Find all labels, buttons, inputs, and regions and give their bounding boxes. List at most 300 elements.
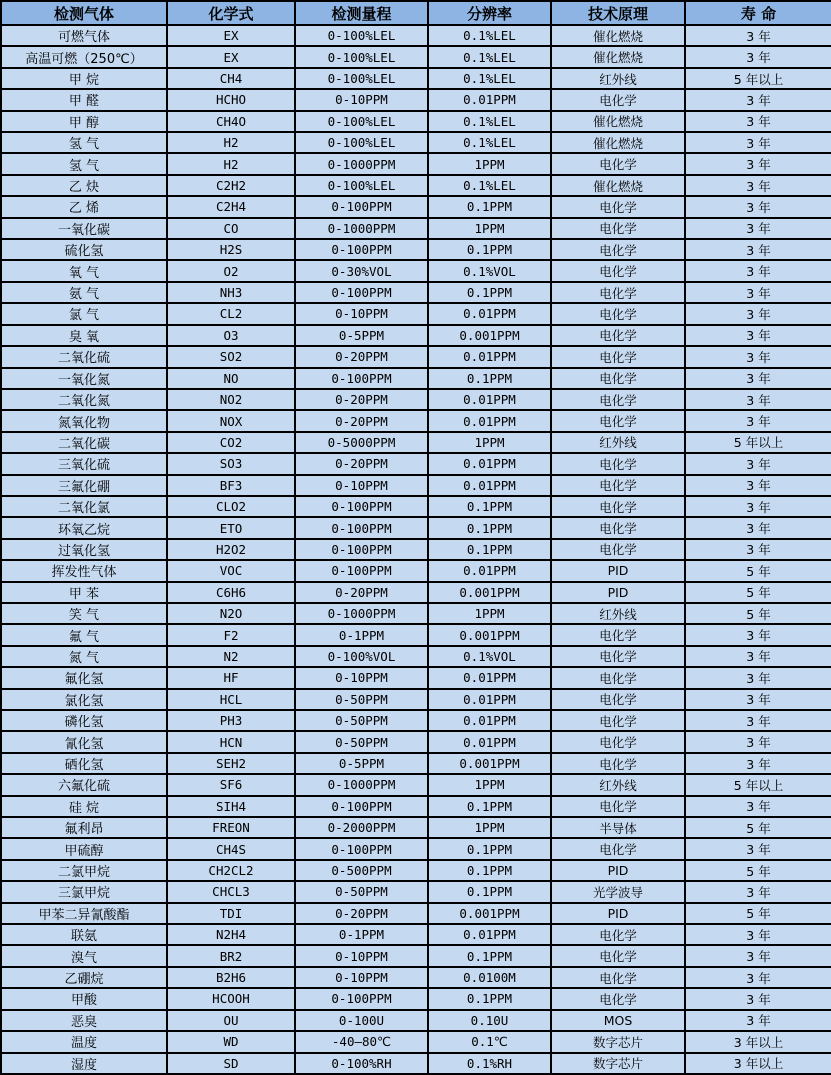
cell-chemical-formula: PH3: [167, 710, 295, 731]
table-row: [1, 1031, 831, 1052]
column-header-detection-range: 检测量程: [295, 1, 428, 25]
cell-resolution: 0.1PPM: [428, 517, 551, 538]
cell-chemical-formula: O2: [167, 260, 295, 281]
cell-chemical-formula: CO2: [167, 432, 295, 453]
cell-technology: 催化燃烧: [551, 175, 685, 196]
cell-technology: 催化燃烧: [551, 111, 685, 132]
cell-technology: 电化学: [551, 89, 685, 110]
cell-lifespan: 3 年: [685, 303, 831, 324]
cell-lifespan: 3 年: [685, 624, 831, 645]
cell-chemical-formula: NO: [167, 368, 295, 389]
cell-technology: 电化学: [551, 303, 685, 324]
cell-resolution: 0.01PPM: [428, 89, 551, 110]
column-header-gas-name: 检测气体: [1, 1, 167, 25]
cell-resolution: 0.1%LEL: [428, 132, 551, 153]
cell-resolution: 0.01PPM: [428, 453, 551, 474]
column-header-lifespan: 寿 命: [685, 1, 831, 25]
cell-detection-range: 0-100%LEL: [295, 132, 428, 153]
table-row: [1, 260, 831, 281]
table-row: [1, 924, 831, 945]
table-row: [1, 967, 831, 988]
cell-detection-range: 0-1000PPM: [295, 153, 428, 174]
cell-resolution: 0.01PPM: [428, 303, 551, 324]
cell-detection-range: 0-50PPM: [295, 710, 428, 731]
cell-chemical-formula: CH4O: [167, 111, 295, 132]
cell-technology: 电化学: [551, 624, 685, 645]
cell-chemical-formula: CH2CL2: [167, 860, 295, 881]
cell-lifespan: 3 年: [685, 89, 831, 110]
cell-resolution: 0.01PPM: [428, 410, 551, 431]
cell-technology: 电化学: [551, 260, 685, 281]
cell-detection-range: 0-20PPM: [295, 346, 428, 367]
cell-technology: 电化学: [551, 239, 685, 260]
table-row: [1, 689, 831, 710]
table-row: [1, 303, 831, 324]
cell-technology: 电化学: [551, 689, 685, 710]
table-row: [1, 731, 831, 752]
cell-lifespan: 3 年: [685, 410, 831, 431]
cell-lifespan: 3 年: [685, 646, 831, 667]
cell-lifespan: 5 年: [685, 603, 831, 624]
table-row: [1, 881, 831, 902]
table-row: [1, 496, 831, 517]
cell-resolution: 0.001PPM: [428, 582, 551, 603]
cell-lifespan: 3 年: [685, 539, 831, 560]
cell-chemical-formula: B2H6: [167, 967, 295, 988]
cell-lifespan: 3 年: [685, 46, 831, 67]
table-row: [1, 988, 831, 1009]
table-body: [1, 25, 831, 1074]
cell-resolution: 1PPM: [428, 218, 551, 239]
cell-detection-range: 0-10PPM: [295, 303, 428, 324]
cell-gas-name: 二氧化氯: [1, 496, 167, 517]
cell-resolution: 0.1%LEL: [428, 175, 551, 196]
column-header-chemical-formula: 化学式: [167, 1, 295, 25]
cell-technology: 电化学: [551, 453, 685, 474]
cell-resolution: 0.001PPM: [428, 753, 551, 774]
cell-gas-name: 氟 气: [1, 624, 167, 645]
cell-technology: PID: [551, 903, 685, 924]
cell-resolution: 0.1PPM: [428, 838, 551, 859]
cell-resolution: 0.01PPM: [428, 731, 551, 752]
cell-chemical-formula: OU: [167, 1010, 295, 1031]
cell-resolution: 1PPM: [428, 774, 551, 795]
cell-gas-name: 环氧乙烷: [1, 517, 167, 538]
cell-detection-range: 0-10PPM: [295, 89, 428, 110]
table-row: [1, 860, 831, 881]
cell-detection-range: 0-100U: [295, 1010, 428, 1031]
cell-technology: 红外线: [551, 603, 685, 624]
cell-chemical-formula: BR2: [167, 945, 295, 966]
cell-chemical-formula: CO: [167, 218, 295, 239]
table-header: [1, 1, 831, 25]
cell-lifespan: 3 年: [685, 710, 831, 731]
cell-gas-name: 一氧化氮: [1, 368, 167, 389]
cell-gas-name: 甲 醇: [1, 111, 167, 132]
table-row: [1, 560, 831, 581]
cell-lifespan: 3 年: [685, 731, 831, 752]
cell-gas-name: 甲 苯: [1, 582, 167, 603]
cell-gas-name: 三氧化硫: [1, 453, 167, 474]
cell-detection-range: 0-1000PPM: [295, 774, 428, 795]
cell-chemical-formula: ETO: [167, 517, 295, 538]
cell-resolution: 0.1%LEL: [428, 46, 551, 67]
cell-technology: 电化学: [551, 517, 685, 538]
cell-resolution: 0.1%LEL: [428, 68, 551, 89]
table-row: [1, 475, 831, 496]
cell-gas-name: 氢 气: [1, 153, 167, 174]
cell-resolution: 0.001PPM: [428, 325, 551, 346]
table-row: [1, 111, 831, 132]
cell-technology: 电化学: [551, 153, 685, 174]
cell-lifespan: 5 年以上: [685, 432, 831, 453]
cell-gas-name: 氨 气: [1, 282, 167, 303]
cell-chemical-formula: VOC: [167, 560, 295, 581]
cell-detection-range: 0-100PPM: [295, 560, 428, 581]
cell-detection-range: 0-100%LEL: [295, 111, 428, 132]
table-row: [1, 132, 831, 153]
cell-chemical-formula: H2: [167, 132, 295, 153]
cell-lifespan: 3 年: [685, 475, 831, 496]
cell-technology: 电化学: [551, 368, 685, 389]
cell-gas-name: 氰化氢: [1, 731, 167, 752]
cell-technology: 数字芯片: [551, 1053, 685, 1075]
cell-lifespan: 3 年: [685, 111, 831, 132]
cell-resolution: 0.1PPM: [428, 988, 551, 1009]
cell-resolution: 0.1%VOL: [428, 646, 551, 667]
table-row: [1, 603, 831, 624]
cell-chemical-formula: H2O2: [167, 539, 295, 560]
cell-technology: 电化学: [551, 389, 685, 410]
table-row: [1, 517, 831, 538]
cell-lifespan: 3 年: [685, 667, 831, 688]
table-row: [1, 667, 831, 688]
cell-technology: 光学波导: [551, 881, 685, 902]
cell-resolution: 0.1PPM: [428, 496, 551, 517]
cell-chemical-formula: EX: [167, 25, 295, 46]
cell-gas-name: 联氨: [1, 924, 167, 945]
cell-chemical-formula: FREON: [167, 817, 295, 838]
cell-gas-name: 乙 炔: [1, 175, 167, 196]
cell-lifespan: 3 年: [685, 796, 831, 817]
cell-gas-name: 六氟化硫: [1, 774, 167, 795]
cell-lifespan: 3 年: [685, 368, 831, 389]
cell-technology: 电化学: [551, 731, 685, 752]
cell-detection-range: 0-5000PPM: [295, 432, 428, 453]
cell-resolution: 0.01PPM: [428, 389, 551, 410]
cell-gas-name: 溴气: [1, 945, 167, 966]
cell-resolution: 0.1%RH: [428, 1053, 551, 1075]
cell-chemical-formula: WD: [167, 1031, 295, 1052]
cell-resolution: 0.1%LEL: [428, 111, 551, 132]
cell-lifespan: 5 年: [685, 582, 831, 603]
table-row: [1, 1053, 831, 1075]
cell-gas-name: 笑 气: [1, 603, 167, 624]
cell-gas-name: 二氧化氮: [1, 389, 167, 410]
cell-technology: 电化学: [551, 496, 685, 517]
cell-gas-name: 恶臭: [1, 1010, 167, 1031]
table-row: [1, 389, 831, 410]
cell-detection-range: 0-20PPM: [295, 410, 428, 431]
cell-chemical-formula: SD: [167, 1053, 295, 1075]
table-row: [1, 68, 831, 89]
cell-resolution: 0.001PPM: [428, 903, 551, 924]
cell-chemical-formula: CL2: [167, 303, 295, 324]
cell-lifespan: 5 年: [685, 860, 831, 881]
cell-resolution: 1PPM: [428, 817, 551, 838]
cell-detection-range: 0-100%LEL: [295, 68, 428, 89]
cell-detection-range: 0-50PPM: [295, 689, 428, 710]
table-row: [1, 774, 831, 795]
cell-technology: 电化学: [551, 539, 685, 560]
cell-resolution: 0.1PPM: [428, 282, 551, 303]
cell-technology: 电化学: [551, 945, 685, 966]
cell-chemical-formula: N2: [167, 646, 295, 667]
cell-detection-range: 0-1000PPM: [295, 218, 428, 239]
cell-gas-name: 硒化氢: [1, 753, 167, 774]
cell-chemical-formula: SEH2: [167, 753, 295, 774]
cell-chemical-formula: TDI: [167, 903, 295, 924]
cell-resolution: 0.01PPM: [428, 346, 551, 367]
cell-lifespan: 3 年: [685, 282, 831, 303]
table-row: [1, 539, 831, 560]
cell-detection-range: 0-100%LEL: [295, 175, 428, 196]
table-row: [1, 624, 831, 645]
cell-detection-range: 0-100PPM: [295, 988, 428, 1009]
cell-gas-name: 甲硫醇: [1, 838, 167, 859]
table-row: [1, 753, 831, 774]
cell-lifespan: 3 年以上: [685, 1053, 831, 1075]
table-row: [1, 175, 831, 196]
cell-lifespan: 3 年: [685, 153, 831, 174]
cell-technology: 电化学: [551, 710, 685, 731]
table-row: [1, 1010, 831, 1031]
cell-detection-range: 0-5PPM: [295, 753, 428, 774]
cell-resolution: 0.0100M: [428, 967, 551, 988]
cell-technology: 催化燃烧: [551, 132, 685, 153]
table-row: [1, 817, 831, 838]
cell-chemical-formula: C2H2: [167, 175, 295, 196]
cell-technology: 红外线: [551, 68, 685, 89]
cell-detection-range: 0-100PPM: [295, 517, 428, 538]
cell-resolution: 0.1%LEL: [428, 25, 551, 46]
cell-gas-name: 甲 烷: [1, 68, 167, 89]
table-row: [1, 410, 831, 431]
table-row: [1, 368, 831, 389]
cell-gas-name: 硫化氢: [1, 239, 167, 260]
cell-lifespan: 3 年: [685, 1010, 831, 1031]
cell-technology: 电化学: [551, 924, 685, 945]
cell-gas-name: 氯 气: [1, 303, 167, 324]
cell-technology: 数字芯片: [551, 1031, 685, 1052]
cell-detection-range: 0-1PPM: [295, 624, 428, 645]
table-row: [1, 239, 831, 260]
cell-lifespan: 3 年: [685, 924, 831, 945]
cell-lifespan: 3 年: [685, 132, 831, 153]
cell-lifespan: 3 年: [685, 196, 831, 217]
cell-gas-name: 甲 醛: [1, 89, 167, 110]
cell-detection-range: 0-1PPM: [295, 924, 428, 945]
table-row: [1, 453, 831, 474]
cell-detection-range: 0-10PPM: [295, 667, 428, 688]
cell-chemical-formula: HCN: [167, 731, 295, 752]
table-row: [1, 796, 831, 817]
cell-detection-range: 0-1000PPM: [295, 603, 428, 624]
cell-resolution: 0.01PPM: [428, 560, 551, 581]
cell-technology: PID: [551, 582, 685, 603]
cell-detection-range: 0-20PPM: [295, 582, 428, 603]
cell-technology: 电化学: [551, 967, 685, 988]
cell-detection-range: 0-100%RH: [295, 1053, 428, 1075]
cell-gas-name: 磷化氢: [1, 710, 167, 731]
cell-resolution: 0.1PPM: [428, 239, 551, 260]
cell-technology: PID: [551, 860, 685, 881]
cell-chemical-formula: SF6: [167, 774, 295, 795]
cell-detection-range: -40—80℃: [295, 1031, 428, 1052]
cell-lifespan: 3 年: [685, 453, 831, 474]
cell-chemical-formula: H2: [167, 153, 295, 174]
cell-gas-name: 三氯甲烷: [1, 881, 167, 902]
cell-gas-name: 二氧化碳: [1, 432, 167, 453]
cell-chemical-formula: SIH4: [167, 796, 295, 817]
cell-technology: 红外线: [551, 774, 685, 795]
cell-chemical-formula: HF: [167, 667, 295, 688]
cell-lifespan: 3 年: [685, 988, 831, 1009]
cell-detection-range: 0-2000PPM: [295, 817, 428, 838]
cell-resolution: 0.01PPM: [428, 924, 551, 945]
cell-chemical-formula: SO3: [167, 453, 295, 474]
cell-chemical-formula: F2: [167, 624, 295, 645]
column-header-resolution: 分辨率: [428, 1, 551, 25]
cell-lifespan: 3 年: [685, 239, 831, 260]
cell-resolution: 0.1℃: [428, 1031, 551, 1052]
cell-technology: 电化学: [551, 646, 685, 667]
header-row: [1, 1, 831, 25]
cell-lifespan: 3 年: [685, 753, 831, 774]
cell-gas-name: 过氧化氢: [1, 539, 167, 560]
cell-lifespan: 3 年: [685, 838, 831, 859]
table-row: [1, 325, 831, 346]
table-row: [1, 945, 831, 966]
cell-gas-name: 乙硼烷: [1, 967, 167, 988]
cell-technology: 电化学: [551, 988, 685, 1009]
cell-lifespan: 3 年: [685, 517, 831, 538]
cell-resolution: 0.1PPM: [428, 860, 551, 881]
cell-lifespan: 3 年: [685, 689, 831, 710]
table-row: [1, 89, 831, 110]
cell-lifespan: 3 年: [685, 260, 831, 281]
cell-detection-range: 0-100PPM: [295, 368, 428, 389]
cell-resolution: 0.01PPM: [428, 667, 551, 688]
cell-chemical-formula: NOX: [167, 410, 295, 431]
table-row: [1, 646, 831, 667]
cell-chemical-formula: O3: [167, 325, 295, 346]
cell-resolution: 0.1PPM: [428, 796, 551, 817]
cell-detection-range: 0-100PPM: [295, 539, 428, 560]
cell-technology: 电化学: [551, 196, 685, 217]
cell-lifespan: 5 年以上: [685, 774, 831, 795]
cell-gas-name: 挥发性气体: [1, 560, 167, 581]
cell-detection-range: 0-50PPM: [295, 731, 428, 752]
cell-detection-range: 0-500PPM: [295, 860, 428, 881]
cell-gas-name: 湿度: [1, 1053, 167, 1075]
cell-lifespan: 3 年: [685, 496, 831, 517]
cell-detection-range: 0-20PPM: [295, 453, 428, 474]
cell-technology: 电化学: [551, 346, 685, 367]
cell-technology: 催化燃烧: [551, 46, 685, 67]
cell-chemical-formula: CLO2: [167, 496, 295, 517]
table-row: [1, 153, 831, 174]
cell-lifespan: 3 年: [685, 175, 831, 196]
cell-detection-range: 0-100PPM: [295, 196, 428, 217]
table-row: [1, 903, 831, 924]
cell-chemical-formula: HCHO: [167, 89, 295, 110]
cell-resolution: 0.1PPM: [428, 881, 551, 902]
cell-resolution: 1PPM: [428, 432, 551, 453]
cell-resolution: 0.1%VOL: [428, 260, 551, 281]
table-row: [1, 432, 831, 453]
cell-gas-name: 氯化氢: [1, 689, 167, 710]
cell-chemical-formula: BF3: [167, 475, 295, 496]
cell-gas-name: 高温可燃（250℃）: [1, 46, 167, 67]
cell-gas-name: 臭 氧: [1, 325, 167, 346]
cell-resolution: 0.1PPM: [428, 196, 551, 217]
cell-resolution: 0.01PPM: [428, 710, 551, 731]
table-row: [1, 346, 831, 367]
cell-chemical-formula: CH4S: [167, 838, 295, 859]
cell-lifespan: 3 年: [685, 346, 831, 367]
cell-gas-name: 氧 气: [1, 260, 167, 281]
cell-resolution: 0.001PPM: [428, 624, 551, 645]
cell-technology: 催化燃烧: [551, 25, 685, 46]
cell-gas-name: 氟利昂: [1, 817, 167, 838]
cell-detection-range: 0-100%LEL: [295, 25, 428, 46]
cell-technology: 电化学: [551, 796, 685, 817]
cell-technology: 电化学: [551, 218, 685, 239]
cell-lifespan: 5 年: [685, 560, 831, 581]
cell-detection-range: 0-100PPM: [295, 282, 428, 303]
cell-resolution: 1PPM: [428, 153, 551, 174]
cell-gas-name: 三氟化硼: [1, 475, 167, 496]
cell-detection-range: 0-5PPM: [295, 325, 428, 346]
table-row: [1, 282, 831, 303]
cell-gas-name: 甲苯二异氰酸酯: [1, 903, 167, 924]
cell-chemical-formula: C2H4: [167, 196, 295, 217]
cell-chemical-formula: N2O: [167, 603, 295, 624]
cell-detection-range: 0-100%VOL: [295, 646, 428, 667]
cell-lifespan: 3 年: [685, 389, 831, 410]
cell-resolution: 0.1PPM: [428, 945, 551, 966]
cell-technology: 红外线: [551, 432, 685, 453]
cell-lifespan: 5 年以上: [685, 68, 831, 89]
cell-detection-range: 0-10PPM: [295, 945, 428, 966]
cell-detection-range: 0-100%LEL: [295, 46, 428, 67]
cell-technology: MOS: [551, 1010, 685, 1031]
table-row: [1, 25, 831, 46]
cell-detection-range: 0-100PPM: [295, 496, 428, 517]
cell-chemical-formula: SO2: [167, 346, 295, 367]
cell-detection-range: 0-100PPM: [295, 239, 428, 260]
cell-gas-name: 氮氧化物: [1, 410, 167, 431]
cell-resolution: 0.01PPM: [428, 689, 551, 710]
cell-detection-range: 0-30%VOL: [295, 260, 428, 281]
cell-gas-name: 氮 气: [1, 646, 167, 667]
cell-technology: 电化学: [551, 282, 685, 303]
cell-gas-name: 温度: [1, 1031, 167, 1052]
table-row: [1, 196, 831, 217]
cell-resolution: 0.1PPM: [428, 539, 551, 560]
cell-chemical-formula: NH3: [167, 282, 295, 303]
